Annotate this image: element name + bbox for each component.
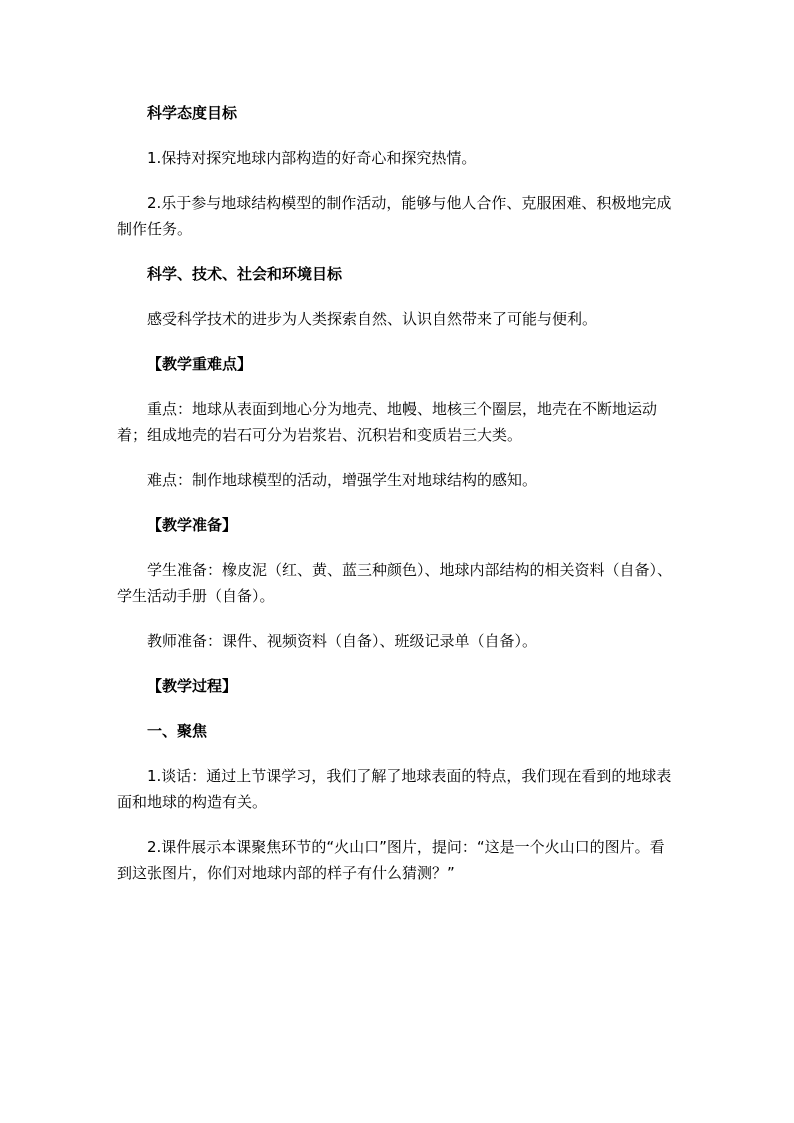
- paragraph-key-point: 重点：地球从表面到地心分为地壳、地幔、地核三个圈层，地壳在不断地运动着；组成地壳的岩石可分为岩浆岩、沉积岩和变质岩三大类。: [117, 400, 658, 444]
- paragraph-attitude-1: 1.保持对探究地球内部构造的好奇心和探究热情。: [147, 149, 477, 167]
- section-heading-science-attitude: 科学态度目标: [147, 104, 238, 122]
- paragraph-focus-1: 1.谈话：通过上节课学习，我们了解了地球表面的特点，我们现在看到的地球表面和地球的构造有关。: [117, 767, 672, 811]
- paragraph-focus-2: 2.课件展示本课聚焦环节的“火山口”图片，提问：“这是一个火山口的图片。看到这张图片，你们对地球内部的样子有什么猜测？”: [117, 838, 665, 882]
- paragraph-stse: 感受科学技术的进步为人类探索自然、认识自然带来了可能与便利。: [147, 310, 598, 328]
- section-heading-preparation: 【教学准备】: [147, 516, 238, 534]
- paragraph-student-prep: 学生准备：橡皮泥（红、黄、蓝三种颜色）、地球内部结构的相关资料（自备）、学生活动手册（自备）。: [117, 561, 673, 605]
- section-heading-focus: 一、聚焦: [147, 722, 208, 740]
- document-page: [117, 100, 673, 886]
- section-heading-process: 【教学过程】: [147, 677, 238, 695]
- section-heading-key-points: 【教学重难点】: [147, 355, 253, 373]
- section-heading-stse: 科学、技术、社会和环境目标: [147, 265, 343, 283]
- paragraph-difficulty: 难点：制作地球模型的活动，增强学生对地球结构的感知。: [147, 471, 538, 489]
- paragraph-attitude-2: 2.乐于参与地球结构模型的制作活动，能够与他人合作、克服困难、积极地完成制作任务。: [117, 194, 672, 238]
- paragraph-teacher-prep: 教师准备：课件、视频资料（自备）、班级记录单（自备）。: [147, 632, 538, 650]
